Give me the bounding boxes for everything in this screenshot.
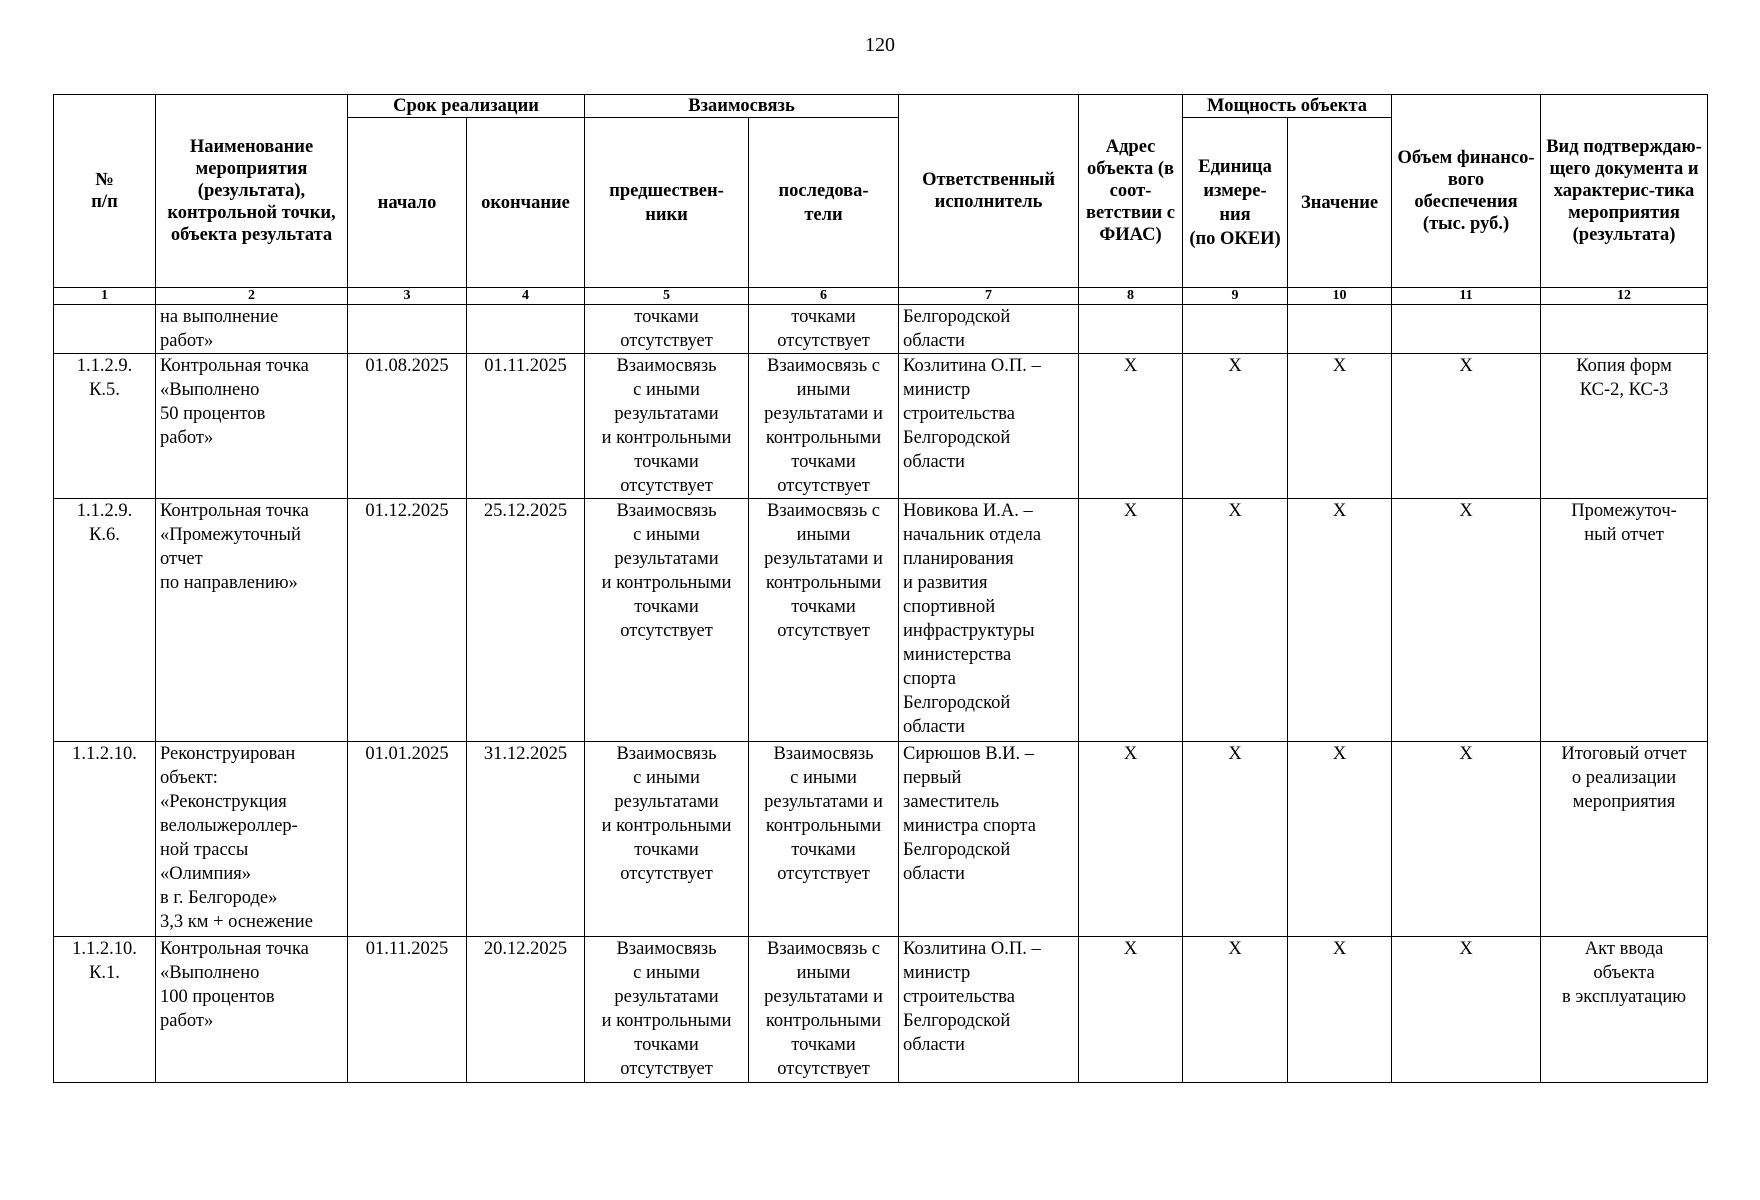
column-number: 10	[1288, 288, 1392, 305]
row-value: Х	[1288, 742, 1392, 937]
column-number: 2	[156, 288, 348, 305]
row-next: Взаимосвязь с иными результатами и контрольными точками отсутствует	[749, 499, 899, 742]
row-finance: Х	[1392, 354, 1541, 499]
row-name: на выполнение работ»	[156, 305, 348, 354]
row-doc: Копия форм КС-2, КС-3	[1541, 354, 1708, 499]
column-number: 11	[1392, 288, 1541, 305]
column-number-row	[54, 288, 1708, 305]
row-end: 25.12.2025	[467, 499, 585, 742]
row-start	[348, 305, 467, 354]
row-num: 1.1.2.10. К.1.	[54, 937, 156, 1083]
row-address: Х	[1079, 937, 1183, 1083]
header-num: № п/п	[54, 95, 156, 288]
table-row	[54, 305, 1708, 354]
row-responsible: Новикова И.А. – начальник отдела планирования и развития спортивной инфраструктуры министерства спорта Белгородской области	[899, 499, 1079, 742]
header-row-groups	[54, 95, 1708, 118]
row-num: 1.1.2.9. К.6.	[54, 499, 156, 742]
row-next: Взаимосвязь с иными результатами и контрольными точками отсутствует	[749, 937, 899, 1083]
column-number: 12	[1541, 288, 1708, 305]
row-num: 1.1.2.10.	[54, 742, 156, 937]
row-prev: Взаимосвязь с иными результатами и контрольными точками отсутствует	[585, 499, 749, 742]
row-unit: Х	[1183, 354, 1288, 499]
row-address: Х	[1079, 499, 1183, 742]
row-address: Х	[1079, 354, 1183, 499]
row-address: Х	[1079, 742, 1183, 937]
column-number: 9	[1183, 288, 1288, 305]
row-responsible: Козлитина О.П. – министр строительства Белгородской области	[899, 354, 1079, 499]
row-prev: Взаимосвязь с иными результатами и контрольными точками отсутствует	[585, 742, 749, 937]
row-unit: Х	[1183, 742, 1288, 937]
table-body	[54, 305, 1708, 1083]
header-value: Значение	[1288, 118, 1392, 288]
row-end	[467, 305, 585, 354]
column-number: 4	[467, 288, 585, 305]
table-row	[54, 499, 1708, 742]
header-address: Адрес объекта (в соот-ветствии с ФИАС)	[1079, 95, 1183, 288]
row-unit: Х	[1183, 937, 1288, 1083]
row-name: Контрольная точка «Промежуточный отчет по направлению»	[156, 499, 348, 742]
row-next: Взаимосвязь с иными результатами и контрольными точками отсутствует	[749, 742, 899, 937]
header-capacity-group: Мощность объекта	[1183, 95, 1392, 118]
table-row	[54, 354, 1708, 499]
row-finance: Х	[1392, 937, 1541, 1083]
row-start: 01.11.2025	[348, 937, 467, 1083]
row-doc: Акт ввода объекта в эксплуатацию	[1541, 937, 1708, 1083]
row-end: 31.12.2025	[467, 742, 585, 937]
row-start: 01.12.2025	[348, 499, 467, 742]
header-link-group: Взаимосвязь	[585, 95, 899, 118]
row-value: Х	[1288, 937, 1392, 1083]
row-value: Х	[1288, 354, 1392, 499]
header-link-next: последова- тели	[749, 118, 899, 288]
header-term-end: окончание	[467, 118, 585, 288]
row-start: 01.08.2025	[348, 354, 467, 499]
row-responsible: Сирюшов В.И. – первый заместитель министра спорта Белгородской области	[899, 742, 1079, 937]
header-unit: Единица измере- ния (по ОКЕИ)	[1183, 118, 1288, 288]
header-link-prev: предшествен- ники	[585, 118, 749, 288]
row-unit	[1183, 305, 1288, 354]
row-value	[1288, 305, 1392, 354]
row-next: Взаимосвязь с иными результатами и контрольными точками отсутствует	[749, 354, 899, 499]
row-name: Контрольная точка «Выполнено 100 процентов работ»	[156, 937, 348, 1083]
row-address	[1079, 305, 1183, 354]
row-finance: Х	[1392, 499, 1541, 742]
row-doc: Промежуточ- ный отчет	[1541, 499, 1708, 742]
row-num	[54, 305, 156, 354]
row-prev: Взаимосвязь с иными результатами и контрольными точками отсутствует	[585, 937, 749, 1083]
row-doc: Итоговый отчет о реализации мероприятия	[1541, 742, 1708, 937]
plan-table	[53, 94, 1708, 1083]
row-prev: точками отсутствует	[585, 305, 749, 354]
row-responsible: Козлитина О.П. – министр строительства Белгородской области	[899, 937, 1079, 1083]
header-responsible: Ответственный исполнитель	[899, 95, 1079, 288]
row-unit: Х	[1183, 499, 1288, 742]
page-number: 120	[865, 34, 895, 56]
column-number: 5	[585, 288, 749, 305]
header-finance: Объем финансо-вого обеспечения (тыс. руб.)	[1392, 95, 1541, 288]
row-finance: Х	[1392, 742, 1541, 937]
row-next: точками отсутствует	[749, 305, 899, 354]
row-start: 01.01.2025	[348, 742, 467, 937]
row-responsible: Белгородской области	[899, 305, 1079, 354]
header-name: Наименование мероприятия (результата), контрольной точки, объекта результата	[156, 95, 348, 288]
column-number: 7	[899, 288, 1079, 305]
header-term-group: Срок реализации	[348, 95, 585, 118]
row-prev: Взаимосвязь с иными результатами и контрольными точками отсутствует	[585, 354, 749, 499]
row-value: Х	[1288, 499, 1392, 742]
row-end: 20.12.2025	[467, 937, 585, 1083]
header-doc-type: Вид подтверждаю-щего документа и характерис-тика мероприятия (результата)	[1541, 95, 1708, 288]
row-num: 1.1.2.9. К.5.	[54, 354, 156, 499]
table-row	[54, 937, 1708, 1083]
column-number: 1	[54, 288, 156, 305]
row-doc	[1541, 305, 1708, 354]
row-finance	[1392, 305, 1541, 354]
row-name: Контрольная точка «Выполнено 50 процентов работ»	[156, 354, 348, 499]
column-number: 8	[1079, 288, 1183, 305]
header-term-start: начало	[348, 118, 467, 288]
row-name: Реконструирован объект: «Реконструкция велолыжероллер- ной трассы «Олимпия» в г. Белгороде» 3,3 км + оснежение	[156, 742, 348, 937]
table-row	[54, 742, 1708, 937]
row-end: 01.11.2025	[467, 354, 585, 499]
column-number: 6	[749, 288, 899, 305]
column-number: 3	[348, 288, 467, 305]
